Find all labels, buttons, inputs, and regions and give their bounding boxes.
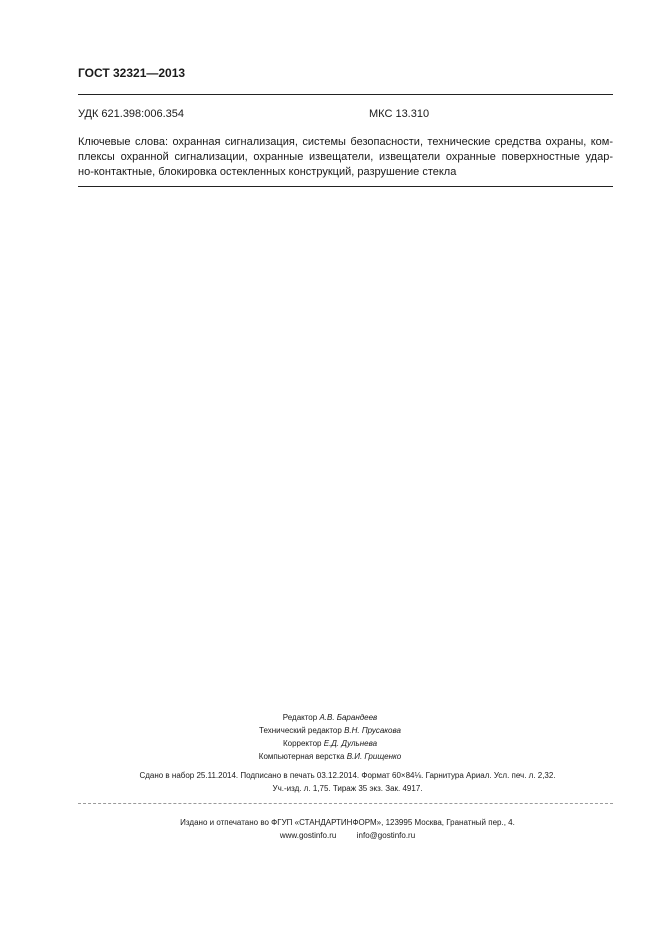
credit-name: А.В. Барандеев [319,713,378,722]
footer-divider [78,803,613,804]
credit-corrector [200,739,460,748]
keywords-line: плексы охранной сигнализации, охранные извещатели, извещатели охранные поверхностные удар- [78,151,613,163]
credit-label: Компьютерная верстка [258,752,345,761]
keywords-paragraph [78,135,613,180]
udk-code: УДК 621.398:006.354 [78,108,184,120]
print-info-line: Уч.-изд. л. 1,75. Тираж 35 экз. Зак. 4917. [272,784,423,793]
credit-layout [200,752,460,761]
mks-code: МКС 13.310 [369,108,430,120]
credit-editor [200,713,460,722]
credit-tech-editor [200,726,460,735]
document-title: ГОСТ 32321—2013 [78,66,186,80]
keywords-line: Ключевые слова: охранная сигнализация, системы безопасности, технические средства охраны, ком- [78,136,613,148]
credit-label: Редактор [282,713,318,722]
credit-name: В.И. Грищенко [346,752,402,761]
publisher-contacts [60,831,635,840]
header-divider [78,94,613,95]
credit-label: Корректор [282,739,322,748]
publisher-website[interactable]: www.gostinfo.ru [279,831,337,840]
publisher-address: Издано и отпечатано во ФГУП «СТАНДАРТИНФОРМ», 123995 Москва, Гранатный пер., 4. [180,818,515,827]
print-info-line: Сдано в набор 25.11.2014. Подписано в печать 03.12.2014. Формат 60×84⅛. Гарнитура Ариал. Усл. печ. л. 2,32. [139,771,556,780]
credit-name: В.Н. Прусакова [344,726,401,735]
keywords-divider [78,186,613,187]
credit-name: Е.Д. Дульнева [323,739,378,748]
keywords-line: но-контактные, блокировка остекленных конструкций, разрушение стекла [78,166,457,178]
publisher-email[interactable]: info@gostinfo.ru [356,831,416,840]
credit-label: Технический редактор [259,726,342,735]
